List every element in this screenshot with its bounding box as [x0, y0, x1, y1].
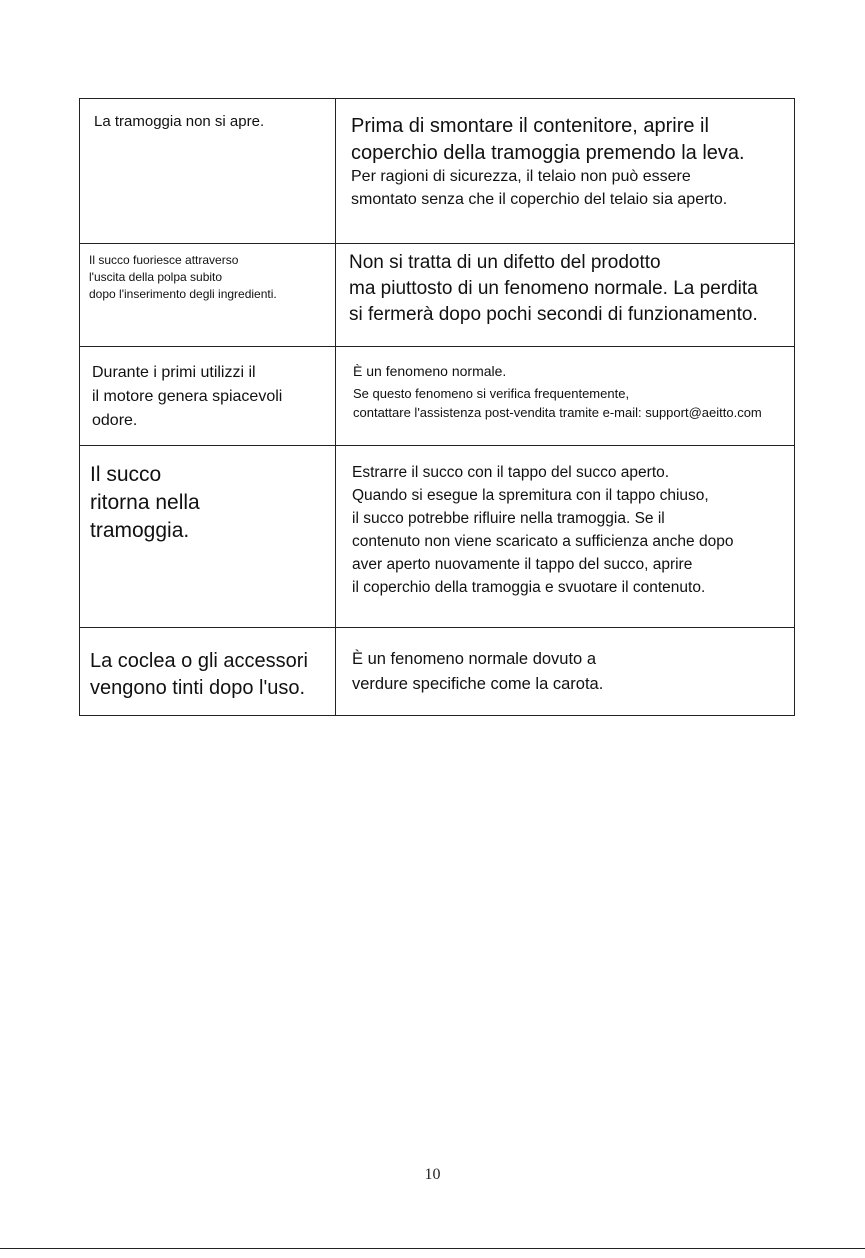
solution-text: Per ragioni di sicurezza, il telaio non può essere smontato senza che il coperchio del telaio sia aperto.: [351, 168, 728, 208]
solution-text: Non si tratta di un difetto del prodotto ma piuttosto di un fenomeno normale. La perdita si fermerà dopo pochi secondi di funzionamento.: [349, 252, 758, 325]
problem-text: Durante i primi utilizzi il il motore genera spiacevoli odore.: [92, 364, 283, 429]
solution-cell: [336, 99, 794, 243]
solution-text: Prima di smontare il contenitore, aprire il coperchio della tramoggia premendo la leva.: [351, 115, 745, 164]
solution-cell: [336, 347, 794, 445]
solution-cell: [336, 628, 794, 715]
bottom-divider: [0, 1248, 865, 1249]
problem-cell: [80, 628, 336, 715]
problem-text: La tramoggia non si apre.: [94, 113, 265, 130]
problem-cell: [80, 99, 336, 243]
table-row: [79, 346, 795, 446]
table-row: [79, 243, 795, 347]
solution-text: Se questo fenomeno si verifica frequentemente, contattare l'assistenza post-vendita tramite e-mail: support@aeitto.com: [353, 386, 762, 420]
problem-cell: [80, 347, 336, 445]
table-row: [79, 627, 795, 716]
solution-text: È un fenomeno normale.: [353, 363, 507, 379]
problem-cell: [80, 446, 336, 627]
problem-text: La coclea o gli accessori vengono tinti dopo l'uso.: [90, 650, 308, 699]
page-number: 10: [424, 1166, 441, 1183]
solution-text: È un fenomeno normale dovuto a verdure specifiche come la carota.: [352, 650, 604, 693]
solution-cell: [336, 244, 794, 346]
problem-text: Il succo ritorna nella tramoggia.: [90, 463, 200, 542]
problem-cell: [80, 244, 336, 346]
table-row: [79, 98, 795, 244]
problem-text: Il succo fuoriesce attraverso l'uscita della polpa subito dopo l'inserimento degli ingredienti.: [89, 253, 277, 301]
solution-cell: [336, 446, 794, 627]
solution-text: Estrarre il succo con il tappo del succo aperto. Quando si esegue la spremitura con il tappo chiuso, il succo potrebbe rifluire nella tramoggia. Se il contenuto non viene scaricato a sufficienza anche dopo aver aperto nuovamente il tappo del succo, aprire il coperchio della tramoggia e svuotare il contenuto.: [352, 464, 734, 596]
table-row: [79, 445, 795, 628]
